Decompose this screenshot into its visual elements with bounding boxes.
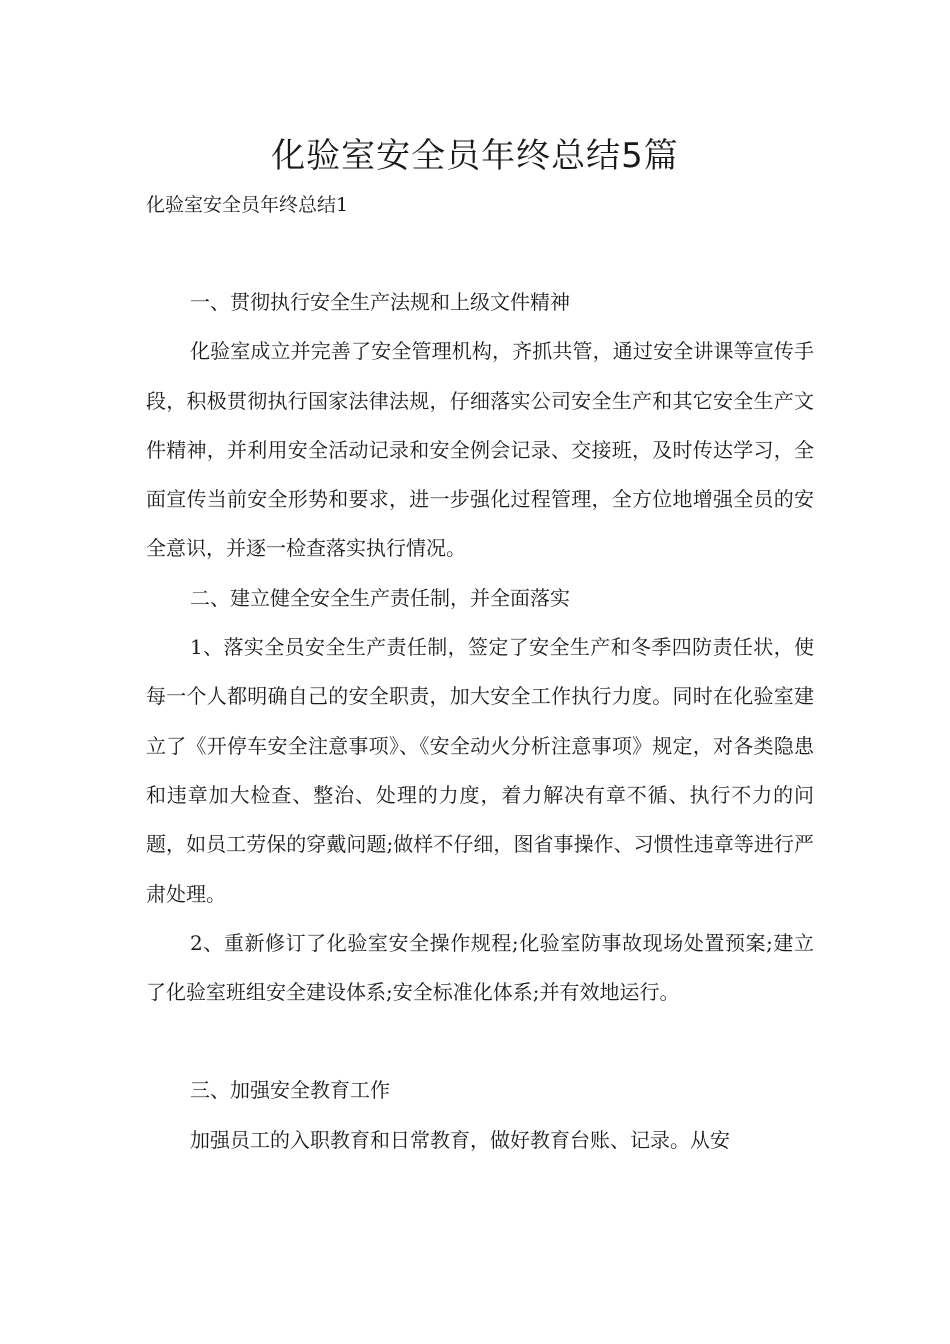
section-heading-3: 三、加强安全教育工作 <box>190 1078 390 1103</box>
paragraph-4: 加强员工的入职教育和日常教育，做好教育台账、记录。从安 <box>190 1127 730 1152</box>
paragraph-2: 1、落实全员安全生产责任制，签定了安全生产和冬季四防责任状，使每一个人都明确自己的安全职责，加大安全工作执行力度。同时在化验室建立了《开停车安全注意事项》、《安全动火分析注意事项》规定，对各类隐患和违章加大检查、整治、处理的力度，着力解决有章不循、执行不力的问题，如员工劳保的穿戴问题;做样不仔细，图省事操作、习惯性违章等进行严肃处理。 <box>146 635 814 906</box>
document-title: 化验室安全员年终总结5篇 <box>271 136 679 176</box>
section-gap <box>146 1017 814 1066</box>
document-body <box>146 278 814 1165</box>
document-subtitle: 化验室安全员年终总结1 <box>146 194 349 216</box>
section-heading-1: 一、贯彻执行安全生产法规和上级文件精神 <box>190 290 570 314</box>
section-heading-2: 二、建立健全安全生产责任制，并全面落实 <box>190 585 570 610</box>
paragraph-1: 化验室成立并完善了安全管理机构，齐抓共管，通过安全讲课等宣传手段，积极贯彻执行国家法律法规，仔细落实公司安全生产和其它安全生产文件精神，并利用安全活动记录和安全例会记录、交接班，及时传达学习，全面宣传当前安全形势和要求，进一步强化过程管理，全方位地增强全员的安全意识，并逐一检查落实执行情况。 <box>146 339 814 561</box>
paragraph-3: 2、重新修订了化验室安全操作规程;化验室防事故现场处置预案;建立了化验室班组安全建设体系;安全标准化体系;并有效地运行。 <box>146 930 814 1005</box>
